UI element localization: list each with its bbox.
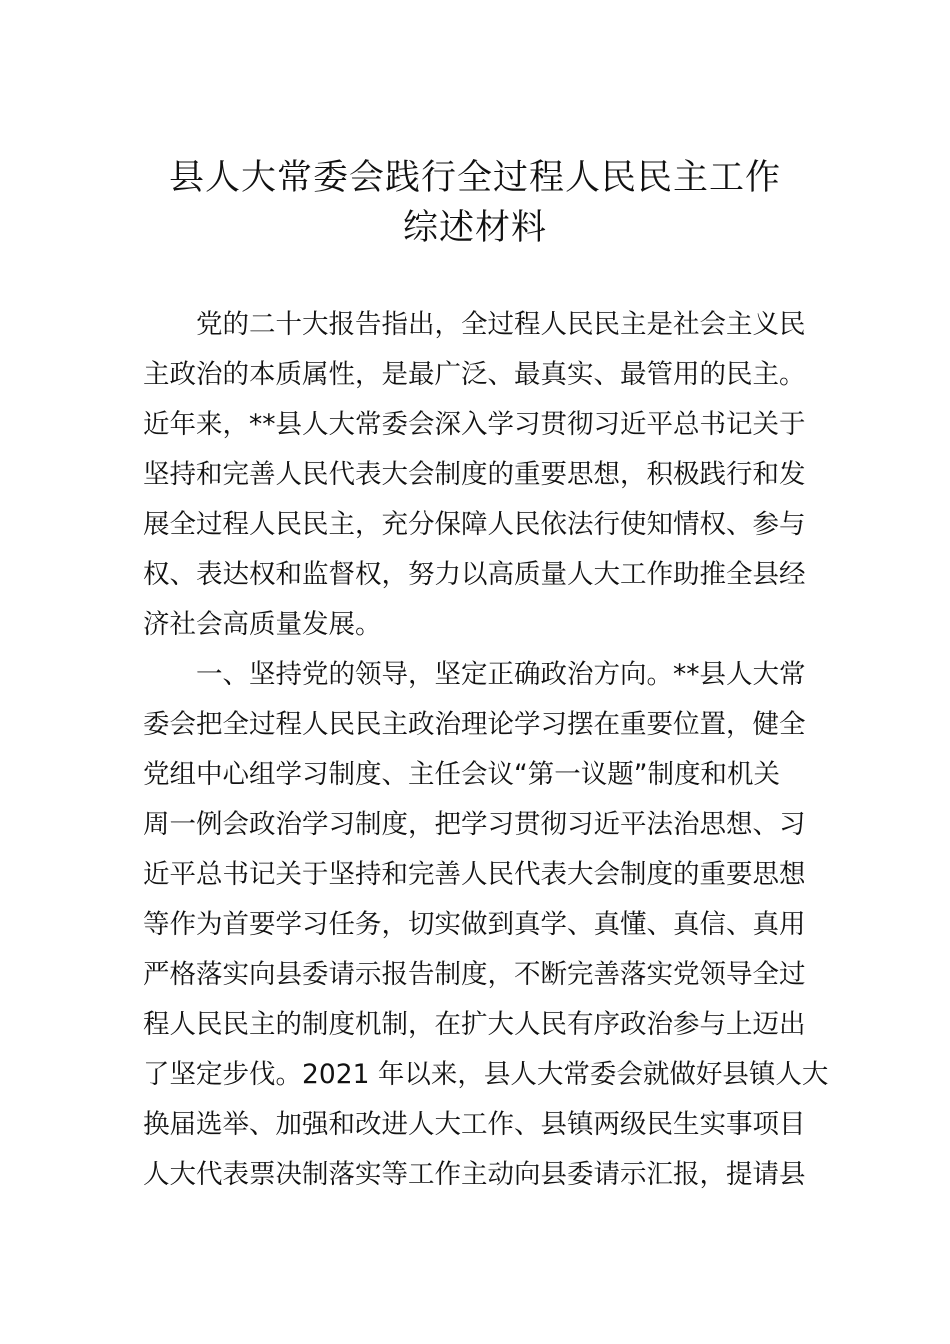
document-body: [143, 300, 829, 1200]
paragraph-1-line-3: 近年来，**县人大常委会深入学习贯彻习近平总书记关于: [143, 409, 806, 440]
paragraph-1-line-4: 坚持和完善人民代表大会制度的重要思想，积极践行和发: [143, 459, 806, 490]
paragraph-1-line-6: 权、表达权和监督权，努力以高质量人大工作助推全县经: [143, 559, 806, 590]
document-title-line-1: 县人大常委会践行全过程人民民主工作: [168, 158, 781, 198]
paragraph-1-line-5: 展全过程人民民主，充分保障人民依法行使知情权、参与: [143, 509, 806, 540]
paragraph-2-line-11: 人大代表票决制落实等工作主动向县委请示汇报，提请县: [143, 1159, 806, 1190]
paragraph-2-line-1: 一、坚持党的领导，坚定正确政治方向。**县人大常: [196, 659, 806, 690]
paragraph-2-line-8: 程人民民主的制度机制，在扩大人民有序政治参与上迈出: [143, 1009, 806, 1040]
document-title-line-2: 综述材料: [402, 208, 547, 248]
paragraph-2-line-6: 等作为首要学习任务，切实做到真学、真懂、真信、真用: [143, 909, 806, 940]
paragraph-1-line-2: 主政治的本质属性，是最广泛、最真实、最管用的民主。: [143, 359, 806, 390]
paragraph-2-line-3: 党组中心组学习制度、主任会议“第一议题”制度和机关: [143, 759, 780, 790]
paragraph-1-line-1: 党的二十大报告指出，全过程人民民主是社会主义民: [196, 309, 806, 340]
paragraph-2-line-9: 了坚定步伐。2021 年以来，县人大常委会就做好县镇人大: [143, 1059, 829, 1090]
paragraph-2-line-4: 周一例会政治学习制度，把学习贯彻习近平法治思想、习: [143, 809, 806, 840]
paragraph-2-line-10: 换届选举、加强和改进人大工作、县镇两级民生实事项目: [143, 1109, 806, 1140]
paragraph-1-line-7: 济社会高质量发展。: [143, 609, 382, 640]
paragraph-2-line-7: 严格落实向县委请示报告制度，不断完善落实党领导全过: [143, 959, 806, 990]
paragraph-2-line-5: 近平总书记关于坚持和完善人民代表大会制度的重要思想: [143, 859, 806, 890]
paragraph-2-line-2: 委会把全过程人民民主政治理论学习摆在重要位置，健全: [143, 709, 806, 740]
